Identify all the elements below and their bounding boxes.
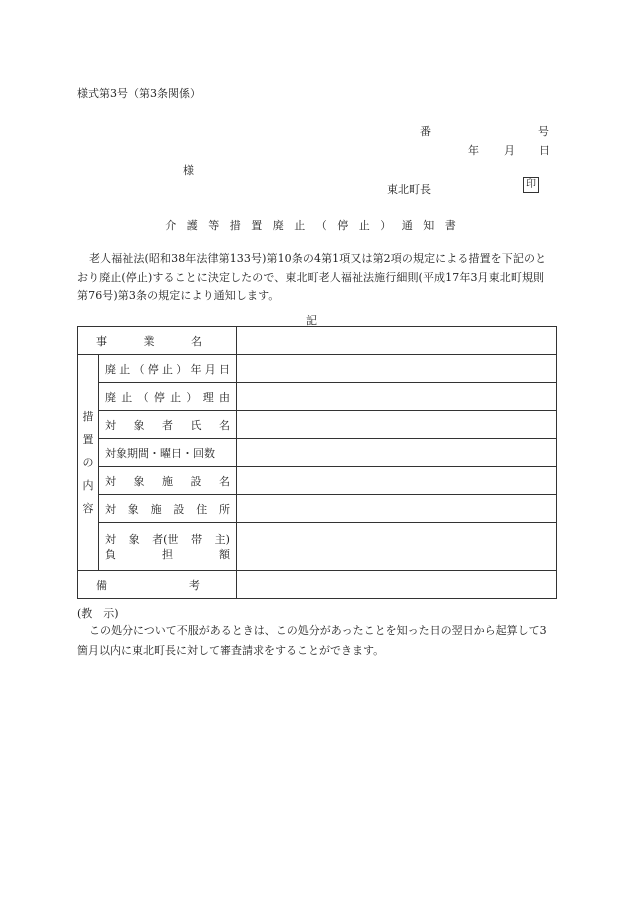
- title-char: 介: [165, 219, 177, 232]
- title-char: 書: [444, 219, 456, 232]
- title-char: 止: [294, 219, 306, 232]
- row-value-abolition-date[interactable]: [237, 355, 557, 383]
- instruction-label: (教 示): [77, 607, 119, 620]
- business-name-value[interactable]: [237, 327, 557, 355]
- date-month-label: 月: [504, 144, 515, 157]
- document-title: [160, 217, 461, 233]
- row-label-burden-amount: 対 象 者(世 帯 主) 負 担 額: [99, 523, 237, 571]
- title-char: 知: [423, 219, 435, 232]
- remarks-label: 備 考: [78, 571, 237, 599]
- date-day-label: 日: [539, 144, 550, 157]
- row-value-subject-name[interactable]: [237, 411, 557, 439]
- number-label-gou: 号: [538, 125, 549, 138]
- title-char: 止: [358, 219, 370, 232]
- form-number: 様式第3号（第3条関係）: [77, 87, 201, 100]
- number-label-ban: 番: [420, 125, 431, 138]
- title-char: 等: [208, 219, 220, 232]
- row-label-abolition-date: 廃 止 （ 停 止 ） 年 月 日: [99, 355, 237, 383]
- row-value-burden-amount[interactable]: [237, 523, 557, 571]
- row-value-facility-address[interactable]: [237, 495, 557, 523]
- title-char: 護: [186, 219, 198, 232]
- title-char: 措: [229, 219, 241, 232]
- seal-stamp: 印: [523, 177, 539, 193]
- remarks-value[interactable]: [237, 571, 557, 599]
- issuer-name: 東北町長: [387, 183, 431, 196]
- title-char: （: [315, 219, 327, 232]
- detail-table: [77, 326, 557, 599]
- title-char: 廃: [272, 219, 284, 232]
- addressee-suffix: 様: [183, 164, 194, 177]
- row-label-abolition-reason: 廃 止 （ 停 止 ） 理 由: [99, 383, 237, 411]
- row-label-facility-address: 対 象 施 設 住 所: [99, 495, 237, 523]
- body-paragraph: 老人福祉法(昭和38年法律第133号)第10条の4第1項又は第2項の規定による措置を下記のとおり廃止(停止)することに決定したので、東北町老人福祉法施行細則(平成17年3月東北町規則第76号)第3条の規定により通知します。: [77, 252, 547, 302]
- group-label-measure-content: 措 置 の 内 容: [78, 355, 99, 571]
- title-char: 停: [337, 219, 349, 232]
- title-char: ）: [380, 219, 392, 232]
- row-label-period: 対象期間・曜日・回数: [99, 439, 237, 467]
- date-year-label: 年: [468, 144, 479, 157]
- row-label-subject-name: 対 象 者 氏 名: [99, 411, 237, 439]
- instruction-text: この処分について不服があるときは、この処分があったことを知った日の翌日から起算して3箇月以内に東北町長に対して審査請求をすることができます。: [77, 624, 547, 657]
- row-label-facility-name: 対 象 施 設 名: [99, 467, 237, 495]
- title-char: 置: [251, 219, 263, 232]
- business-name-label: 事 業 名: [78, 327, 237, 355]
- row-value-facility-name[interactable]: [237, 467, 557, 495]
- ki-label: 記: [306, 314, 317, 327]
- row-value-period[interactable]: [237, 439, 557, 467]
- row-value-abolition-reason[interactable]: [237, 383, 557, 411]
- title-char: 通: [401, 219, 413, 232]
